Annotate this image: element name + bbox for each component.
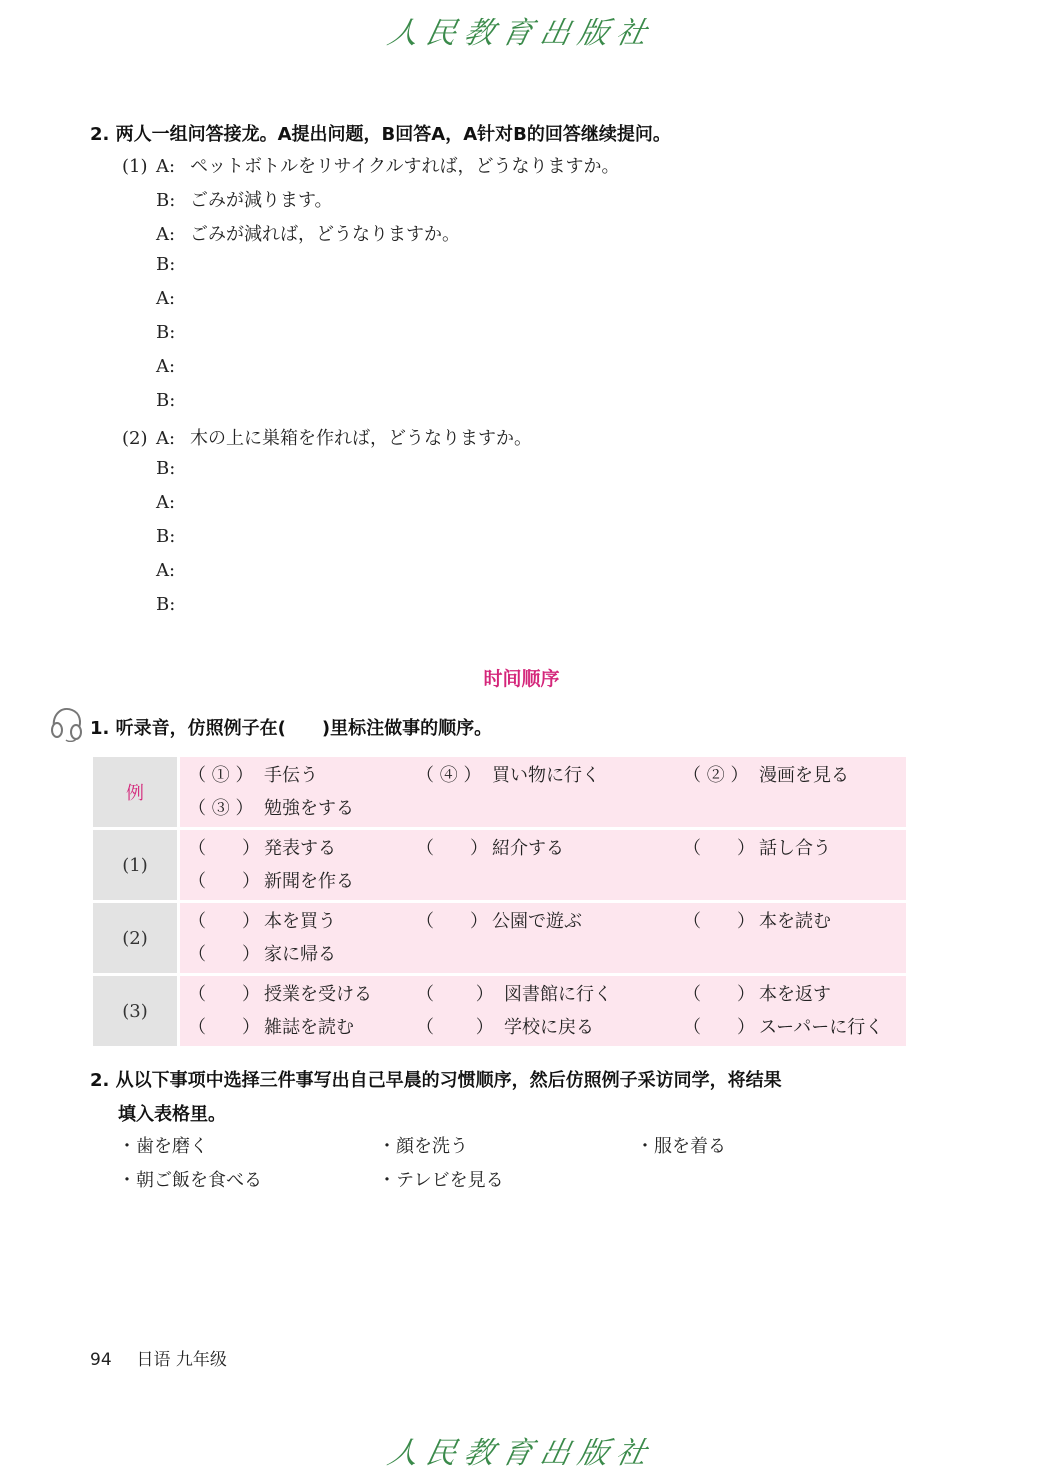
order-item[interactable]: （ ） 発表する [188,838,336,859]
order-item[interactable]: （ ） 本を買う [188,911,336,932]
row-body [180,976,906,1046]
speaker-label: B: [156,322,176,343]
morning-title-line1: 2. 从以下事项中选择三件事写出自己早晨的习惯顺序，然后仿照例子采访同学，将结果 [90,1070,782,1091]
row-label: (2) [93,903,180,973]
publisher-logo-top: 人民教育出版社 [384,16,658,51]
dialogue-line [122,424,532,450]
order-item[interactable]: （ ） 雑誌を読む [188,1017,354,1038]
part-number: (2) [122,428,148,449]
speaker-label: A: [156,288,176,309]
speaker-label: A: [156,224,176,245]
speaker-label: B: [156,254,176,275]
order-item: （ ③ ） 勉強をする [188,798,354,819]
order-table [93,754,906,1049]
row-label: (1) [93,830,180,900]
routine-item: ・顔を洗う [378,1136,468,1157]
page-number: 94 [90,1350,112,1370]
listening-title: 1. 听录音，仿照例子在( )里标注做事的顺序。 [90,718,493,739]
morning-title-line2: 填入表格里。 [118,1104,226,1125]
dialogue-text: ごみが減れば，どうなりますか。 [190,224,460,245]
speaker-label: B: [156,390,176,411]
row-body [180,830,906,900]
dialogue-line [122,152,619,178]
order-item[interactable]: （ ） 本を読む [683,911,831,932]
dialogue-line [156,492,190,513]
order-item[interactable]: （ ） 本を返す [683,984,831,1005]
order-item[interactable]: （ ） 学校に戻る [416,1017,594,1038]
dialogue-line [156,322,190,343]
dialogue-line [156,594,190,615]
book-title: 日语 九年级 [136,1350,227,1370]
table-row [93,830,906,900]
speaker-label: B: [156,190,176,211]
dialogue-line [156,560,190,581]
order-item[interactable]: （ ） 話し合う [683,838,831,859]
page-footer [90,1345,227,1370]
dialogue-line [156,186,333,212]
row-body [180,903,906,973]
row-body [180,757,906,827]
routine-item: ・テレビを見る [378,1170,504,1191]
speaker-label: A: [156,156,176,177]
order-item: （ ④ ） 買い物に行く [416,765,600,786]
dialogue-line [156,254,190,275]
dialogue-text: ペットボトルをリサイクルすれば，どうなりますか。 [190,156,620,177]
table-row [93,903,906,973]
speaker-label: A: [156,492,176,513]
order-item[interactable]: （ ） 公園で遊ぶ [416,911,582,932]
routine-item: ・朝ご飯を食べる [118,1170,262,1191]
order-item: （ ② ） 漫画を見る [683,765,849,786]
dialogue-line [156,288,190,309]
speaker-label: A: [156,560,176,581]
speaker-label: B: [156,526,176,547]
speaker-label: A: [156,356,176,377]
part-number: (1) [122,156,148,177]
order-item[interactable]: （ ） 図書館に行く [416,984,612,1005]
order-item[interactable]: （ ） 新聞を作る [188,871,354,892]
order-item[interactable]: （ ） 家に帰る [188,944,336,965]
publisher-logo-bottom: 人民教育出版社 [384,1436,658,1471]
routine-item: ・服を着る [636,1136,726,1157]
order-item: （ ① ） 手伝う [188,765,318,786]
dialogue-line [156,356,190,377]
dialogue-line [156,220,460,246]
row-label: (3) [93,976,180,1046]
dialogue-text: 木の上に巣箱を作れば，どうなりますか。 [190,428,532,449]
dialogue-line [156,458,190,479]
routine-item: ・歯を磨く [118,1136,208,1157]
section-title: 时间顺序 [483,668,560,690]
exercise2-title: 2. 两人一组问答接龙。A提出问题，B回答A，A针对B的回答继续提问。 [90,124,671,145]
order-item[interactable]: （ ） 授業を受ける [188,984,372,1005]
speaker-label: B: [156,458,176,479]
dialogue-line [156,526,190,547]
table-row [93,757,906,827]
speaker-label: B: [156,594,176,615]
dialogue-text: ごみが減ります。 [190,190,333,211]
order-item[interactable]: （ ） 紹介する [416,838,564,859]
row-label: 例 [93,757,180,827]
dialogue-line [156,390,190,411]
speaker-label: A: [156,428,176,449]
order-item[interactable]: （ ） スーパーに行く [683,1017,884,1038]
table-row [93,976,906,1046]
headphones-icon[interactable] [48,704,84,742]
